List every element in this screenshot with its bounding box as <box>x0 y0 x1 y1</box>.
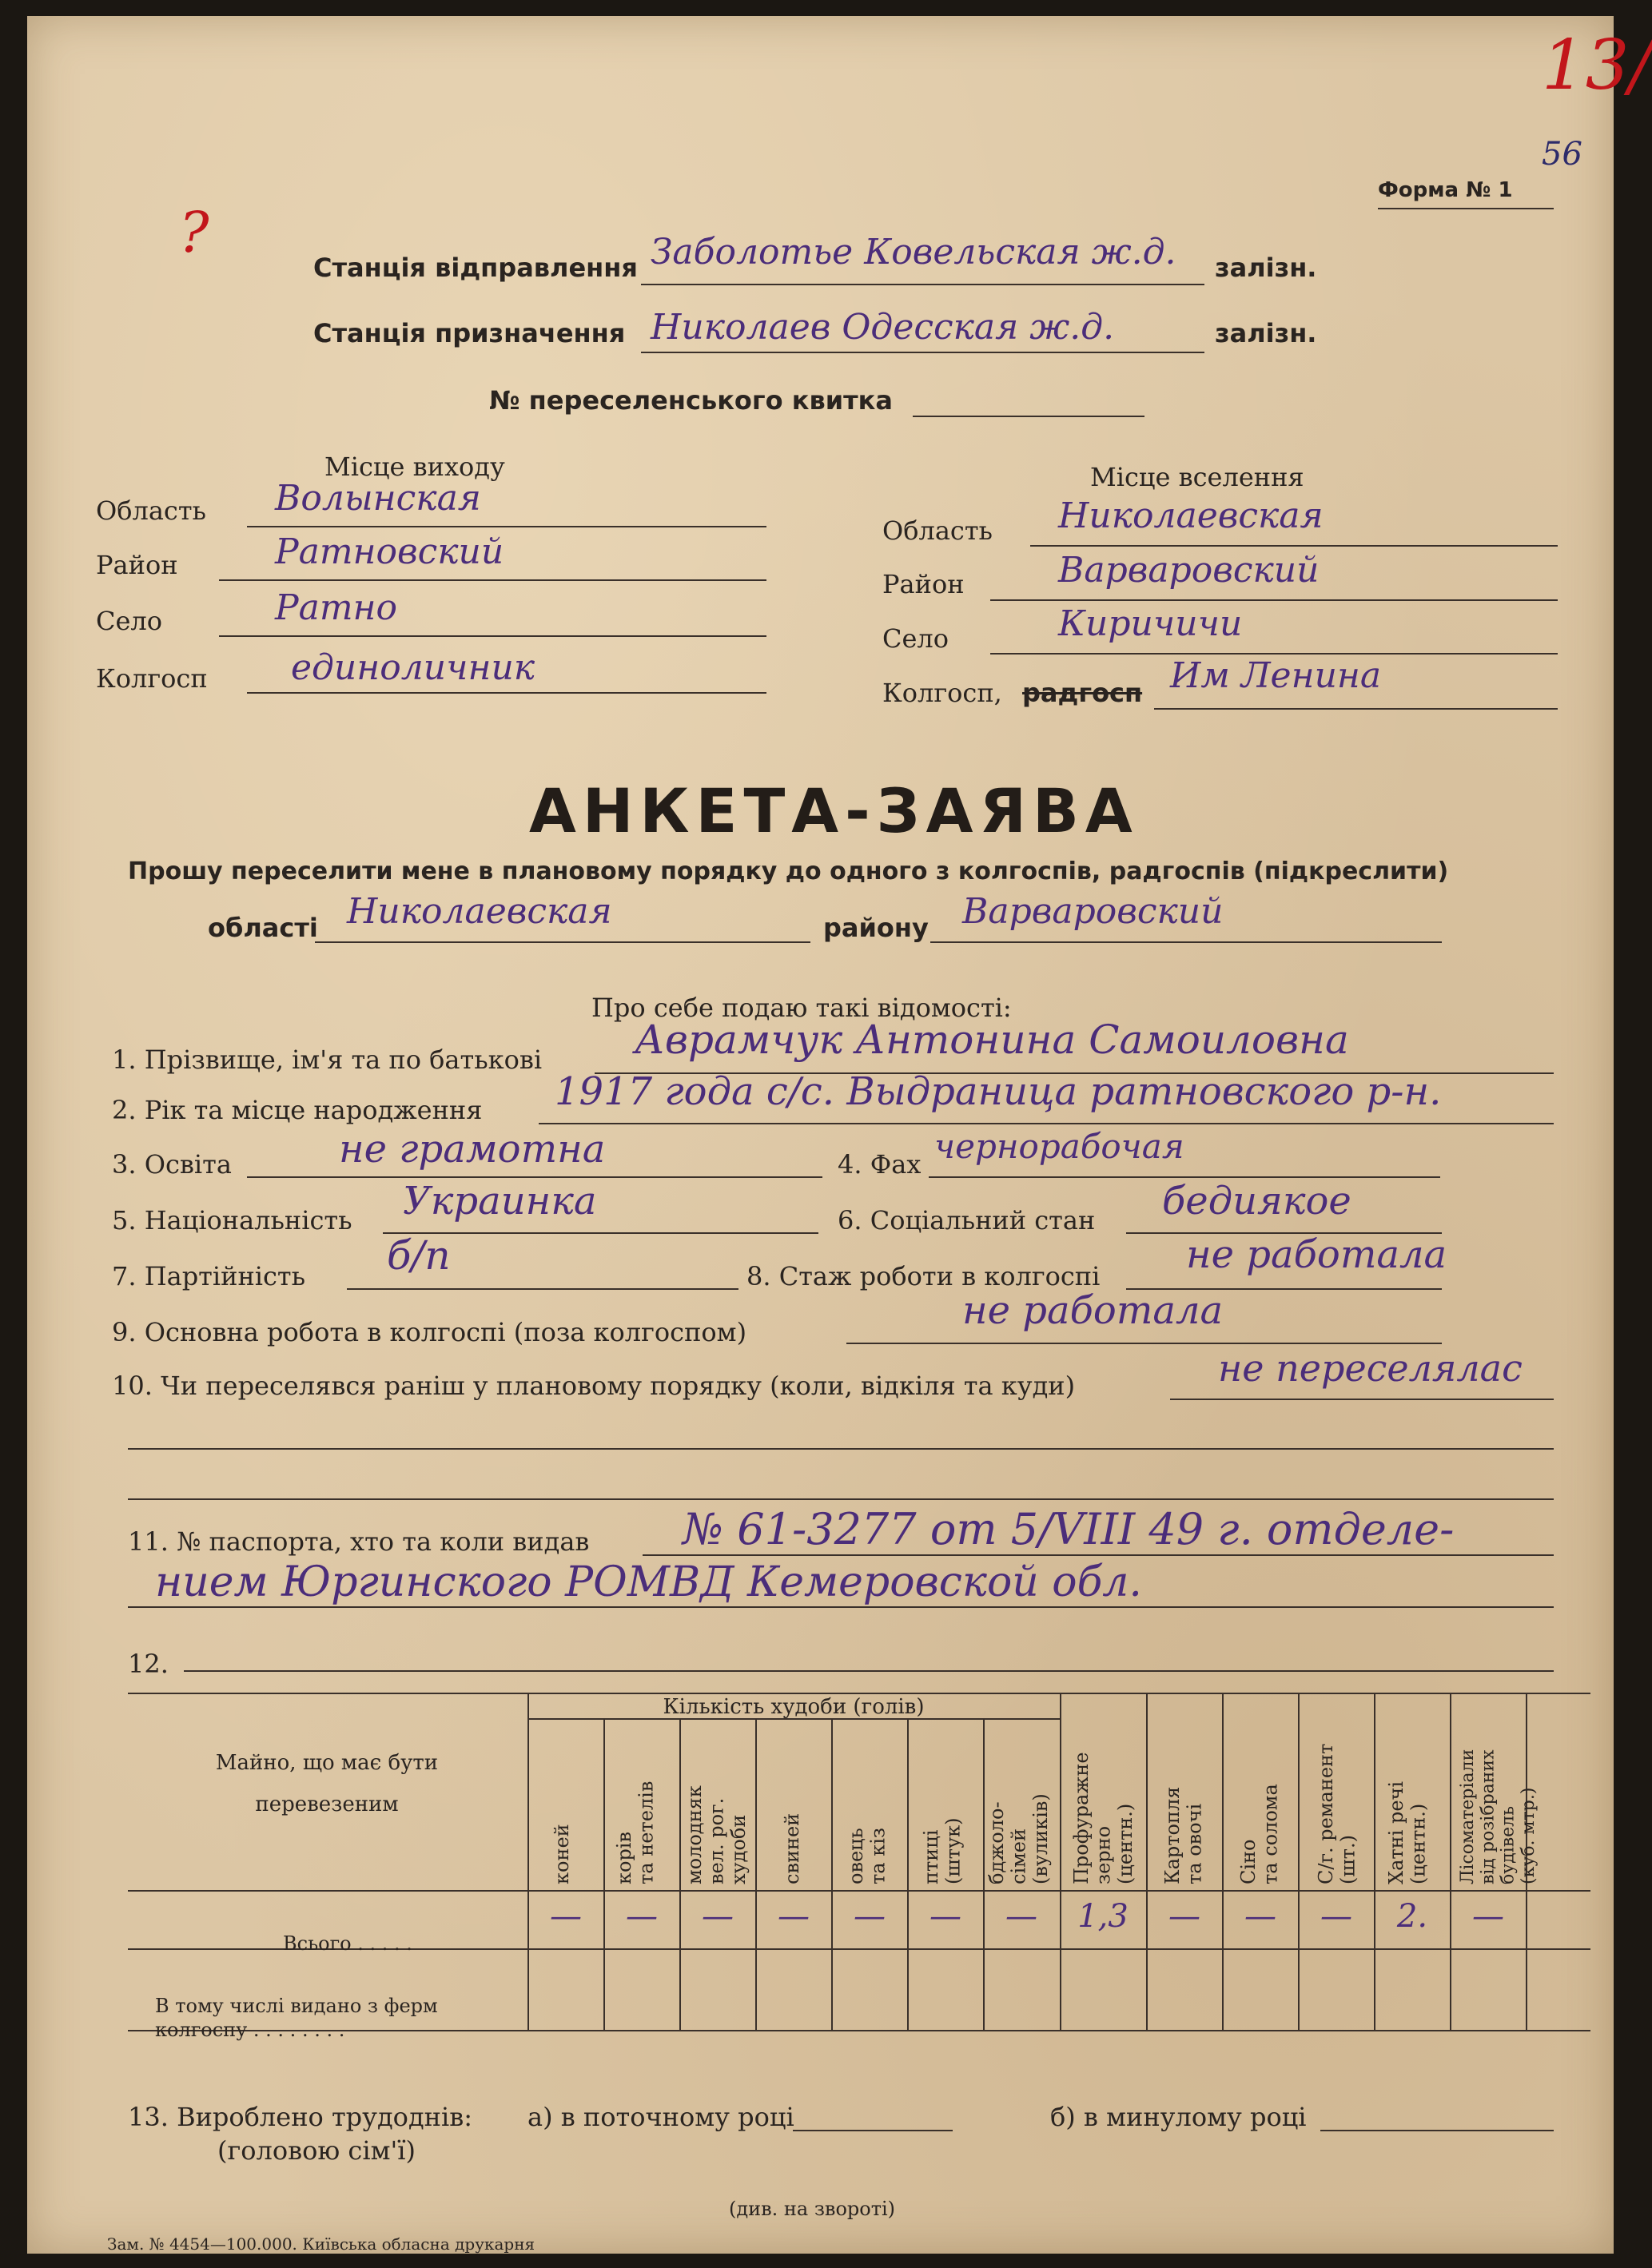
entry-selo-line <box>990 653 1558 655</box>
field-2-line <box>539 1123 1554 1124</box>
col-household: Хатні речі (центн.) <box>1385 1781 1430 1884</box>
field-11-label: 11. № паспорта, хто та коли видав <box>128 1526 590 1557</box>
form-number: Форма № 1 <box>1378 178 1513 202</box>
total-beehives: — <box>1005 1898 1037 1935</box>
field-11-value-line-1: № 61-3277 от 5/VIII 49 г. отделе- <box>683 1504 1455 1554</box>
field-12-label: 12. <box>128 1649 169 1679</box>
total-grain: 1,3 <box>1077 1898 1129 1935</box>
exit-kolhosp-label: Колгосп <box>96 663 208 694</box>
request-text: Прошу переселити мене в плановому порядку до одного з колгоспів, радгоспів (підкреслити) <box>128 857 1449 885</box>
ticket-number-line <box>913 416 1144 417</box>
page-number: 56 <box>1542 136 1582 173</box>
field-10-label: 10. Чи переселявся раніш у плановому порядку (коли, відкіля та куди) <box>112 1371 1076 1401</box>
printer-note: Зам. № 4454—100.000. Київська обласна друкарня <box>107 2234 535 2254</box>
field-7-value: б/п <box>387 1232 451 1279</box>
col-sheep-goats: овець та кіз <box>845 1828 890 1884</box>
departure-railway-suffix: залізн. <box>1215 253 1317 283</box>
exit-rayon-value: Ратновский <box>275 531 504 572</box>
total-poultry: — <box>929 1898 961 1935</box>
request-oblast-line <box>315 941 810 943</box>
farm-row-label: В тому числі видано з ферм колгоспу . . . . . . . . <box>155 1995 438 2041</box>
field-11-value-line-2: нием Юргинского РОМВД Кемеровской обл. <box>155 1558 1142 1606</box>
total-row-label: Всього . . . . . <box>283 1932 412 1955</box>
col-equipment: С/г. реманент (шт.) <box>1315 1743 1359 1884</box>
workdays-previous-line <box>1320 2130 1554 2131</box>
total-cows: — <box>626 1898 658 1935</box>
exit-kolhosp-line <box>247 692 766 694</box>
red-mark: ? <box>179 200 209 265</box>
workdays-previous-label: б) в минулому році <box>1050 2102 1307 2132</box>
exit-rayon-line <box>219 579 766 581</box>
field-11-line-2 <box>128 1606 1554 1608</box>
entry-rayon-value: Варваровский <box>1058 550 1320 591</box>
field-3-line <box>247 1176 822 1178</box>
destination-railway-suffix: залізн. <box>1215 318 1317 348</box>
entry-oblast-value: Николаевская <box>1058 495 1324 536</box>
field-6-value: бедиякое <box>1162 1179 1351 1224</box>
livestock-header: Кількість худоби (голів) <box>663 1695 925 1719</box>
departure-station-value: Заболотье Ковельская ж.д. <box>651 232 1176 273</box>
entry-rayon-line <box>990 599 1558 601</box>
form-page <box>27 16 1652 2254</box>
ticket-number-label: № переселенського квитка <box>489 385 893 416</box>
field-8-value: не работала <box>1186 1232 1447 1277</box>
stamp-number: 13/ <box>1542 26 1652 105</box>
departure-station-label: Станція відправлення <box>313 253 638 283</box>
field-4-line <box>929 1176 1440 1178</box>
field-10-line <box>1170 1399 1554 1400</box>
field-10-value: не переселялас <box>1218 1347 1523 1390</box>
total-pigs: — <box>778 1898 810 1935</box>
workdays-sublabel: (головою сім'ї) <box>217 2135 416 2166</box>
exit-rayon-label: Район <box>96 550 178 580</box>
destination-station-value: Николаев Одесская ж.д. <box>651 307 1115 348</box>
property-header: Майно, що має бути перевезеним <box>215 1751 439 1816</box>
entry-oblast-label: Область <box>882 515 993 546</box>
total-young-cattle: — <box>702 1898 734 1935</box>
exit-selo-label: Село <box>96 606 163 636</box>
total-potatoes: — <box>1168 1898 1200 1935</box>
col-timber: Лісоматеріали від розібраних будівель (куб. мтр.) <box>1458 1749 1539 1884</box>
departure-station-line <box>641 284 1204 285</box>
request-oblast-value: Николаевская <box>347 891 612 932</box>
field-2-value: 1917 года с/с. Выдраница ратновского р-н. <box>555 1069 1442 1114</box>
field-4-value: чернорабочая <box>934 1127 1184 1166</box>
workdays-current-label: а) в поточному році <box>527 2102 794 2132</box>
col-cows: корів та нетелів <box>613 1781 658 1884</box>
entry-oblast-line <box>1030 545 1558 547</box>
field-8-label: 8. Стаж роботи в колгоспі <box>746 1261 1101 1291</box>
field-10-extra-line-2 <box>128 1498 1554 1500</box>
col-young-cattle: молодняк вел. рог. худоби <box>683 1785 750 1884</box>
entry-kolhosp-label: Колгосп, <box>882 678 1002 708</box>
entry-kolhosp-value: Им Ленина <box>1170 655 1382 696</box>
col-potatoes: Картопля та овочі <box>1161 1786 1206 1884</box>
request-rayon-line <box>930 941 1442 943</box>
field-9-value: не работала <box>962 1288 1224 1333</box>
total-horses: — <box>550 1898 582 1935</box>
field-12-line <box>184 1670 1554 1672</box>
col-hay: Сіно та солома <box>1237 1784 1282 1884</box>
entry-selo-value: Киричичи <box>1058 603 1243 644</box>
field-9-label: 9. Основна робота в колгоспі (поза колгоспом) <box>112 1317 747 1347</box>
total-household: 2. <box>1396 1898 1428 1935</box>
col-beehives: бджоло- сімей (вуликів) <box>985 1793 1053 1884</box>
exit-selo-value: Ратно <box>275 587 398 628</box>
col-grain: Профуражне зерно (центн.) <box>1070 1752 1137 1884</box>
workdays-label: 13. Вироблено трудоднів: <box>128 2102 472 2132</box>
field-5-label: 5. Національність <box>112 1205 352 1235</box>
destination-station-label: Станція призначення <box>313 318 626 348</box>
exit-oblast-label: Область <box>96 495 206 526</box>
col-pigs: свиней <box>781 1812 803 1884</box>
destination-station-line <box>641 352 1204 353</box>
exit-oblast-value: Волынская <box>275 478 481 519</box>
request-oblast-label: області <box>208 913 318 943</box>
field-7-line <box>347 1288 738 1290</box>
field-4-label: 4. Фах <box>838 1149 922 1180</box>
page-title: АНКЕТА-ЗАЯВА <box>529 775 1139 846</box>
workdays-current-line <box>793 2130 953 2131</box>
field-3-value: не грамотна <box>339 1127 606 1172</box>
entry-radgosp-struck: радгосп <box>1022 678 1143 708</box>
info-intro: Про себе подаю такі відомості: <box>591 993 1012 1023</box>
field-3-label: 3. Освіта <box>112 1149 232 1180</box>
see-reverse-note: (див. на звороті) <box>729 2198 896 2220</box>
field-2-label: 2. Рік та місце народження <box>112 1095 483 1125</box>
form-number-underline <box>1378 208 1554 209</box>
field-9-line <box>846 1343 1442 1344</box>
total-equipment: — <box>1320 1898 1352 1935</box>
entry-selo-label: Село <box>882 623 949 654</box>
field-6-label: 6. Соціальний стан <box>838 1205 1096 1235</box>
exit-selo-line <box>219 635 766 637</box>
entry-place-heading: Місце вселення <box>1090 462 1304 492</box>
request-rayon-value: Варваровский <box>962 891 1224 932</box>
exit-kolhosp-value: единоличник <box>291 647 535 688</box>
total-timber: — <box>1472 1898 1504 1935</box>
field-11-line-1 <box>643 1554 1554 1556</box>
total-sheep: — <box>854 1898 886 1935</box>
entry-kolhosp-line <box>1154 708 1558 710</box>
entry-rayon-label: Район <box>882 569 965 599</box>
field-10-extra-line-1 <box>128 1448 1554 1450</box>
total-hay: — <box>1244 1898 1276 1935</box>
field-1-label: 1. Прізвище, ім'я та по батькові <box>112 1044 543 1075</box>
col-horses: коней <box>551 1824 573 1884</box>
exit-oblast-line <box>247 526 766 527</box>
col-poultry: птиці (штук) <box>920 1817 965 1884</box>
exit-place-heading: Місце виходу <box>324 452 505 482</box>
field-5-value: Украинка <box>403 1179 597 1224</box>
field-1-value: Аврамчук Антонина Самоиловна <box>635 1017 1349 1063</box>
field-7-label: 7. Партійність <box>112 1261 306 1291</box>
request-rayon-label: району <box>823 913 929 943</box>
